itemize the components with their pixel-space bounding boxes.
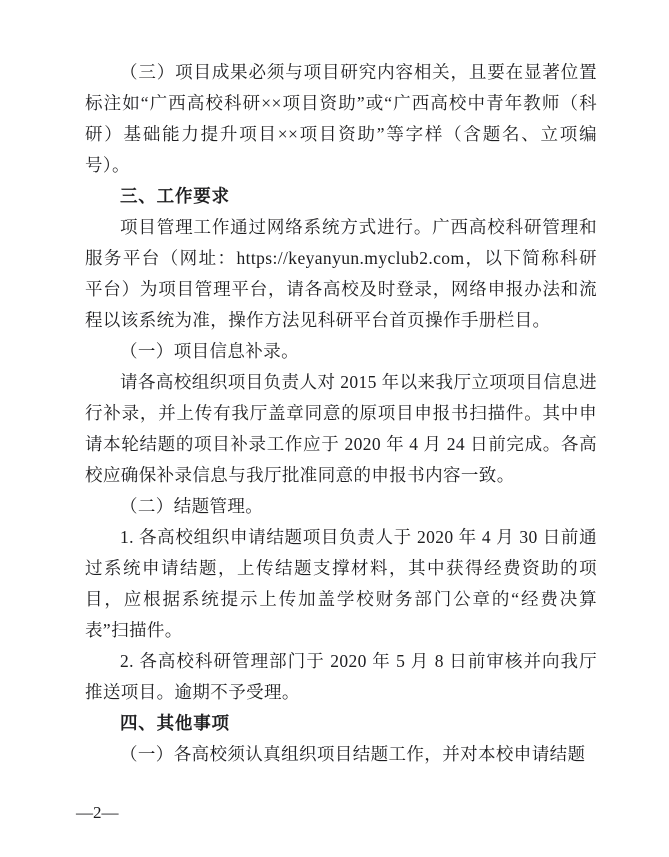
page-number: —2— bbox=[76, 803, 119, 822]
paragraph-other-matters-item1: （一）各高校须认真组织项目结题工作，并对本校申请结题 bbox=[120, 744, 586, 764]
paragraph-platform-info: 项目管理工作通过网络系统方式进行。广西高校科研管理和服务平台（网址：https://keyanyun.myclub2.com，以下简称科研平台）为项目管理平台，请各高校及时登录，网络申报办法和流程以该系统为准，操作方法见科研平台首页操作手册栏目。 bbox=[85, 217, 597, 330]
section-heading-work-requirements: 三、工作要求 bbox=[120, 186, 230, 206]
document-body bbox=[85, 57, 597, 770]
paragraph-supplement-details: 请各高校组织项目负责人对 2015 年以来我厅立项项目信息进行补录，并上传有我厅盖章同意的原项目申报书扫描件。其中申请本轮结题的项目补录工作应于 2020 年 4 月 24 日前完成。各高校应确保补录信息与我厅批准同意的申报书内容一致。 bbox=[85, 372, 597, 485]
paragraph-subheading-info-supplement: （一）项目信息补录。 bbox=[120, 341, 299, 361]
paragraph-subheading-conclusion-management: （二）结题管理。 bbox=[120, 496, 264, 516]
paragraph-conclusion-step1: 1. 各高校组织申请结题项目负责人于 2020 年 4 月 30 日前通过系统申请结题，上传结题支撑材料，其中获得经费资助的项目，应根据系统提示上传加盖学校财务部门公章的“经费决算表”扫描件。 bbox=[85, 527, 597, 640]
section-heading-other-matters: 四、其他事项 bbox=[120, 713, 230, 733]
paragraph-conclusion-step2: 2. 各高校科研管理部门于 2020 年 5 月 8 日前审核并向我厅推送项目。逾期不予受理。 bbox=[85, 651, 597, 702]
paragraph-item3-results: （三）项目成果必须与项目研究内容相关，且要在显著位置标注如“广西高校科研××项目资助”或“广西高校中青年教师（科研）基础能力提升项目××项目资助”等字样（含题名、立项编号）。 bbox=[85, 62, 597, 175]
